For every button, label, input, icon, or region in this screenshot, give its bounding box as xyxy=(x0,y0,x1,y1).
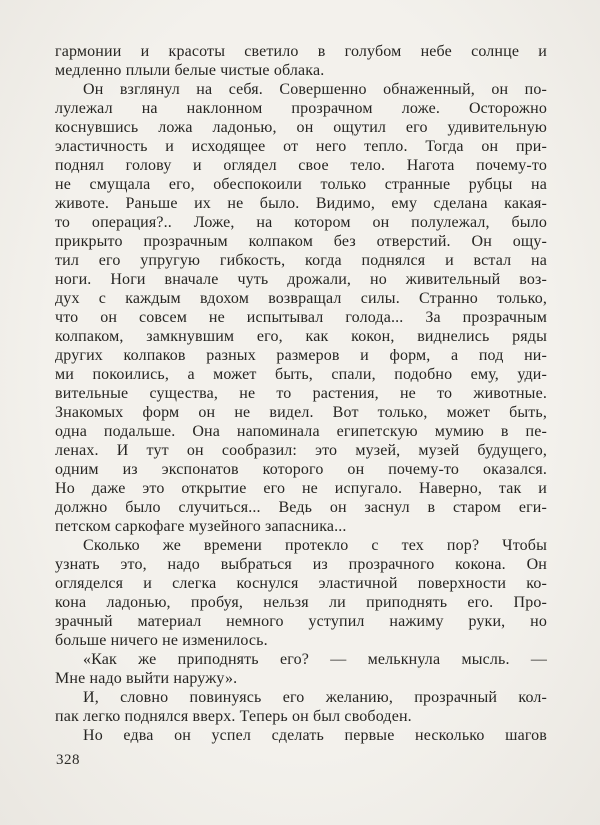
text-line: тил его упругую гибкость, когда поднялся и встал на xyxy=(55,252,547,269)
text-line: пак легко поднялся вверх. Теперь он был свободен. xyxy=(55,708,412,725)
text-line: ноги. Ноги вначале чуть дрожали, но живительный воз- xyxy=(55,271,547,288)
text-block xyxy=(55,42,547,745)
paragraph xyxy=(55,726,547,745)
text-line: вительные существа, не то растения, не то животные. xyxy=(55,385,547,402)
text-line: петском саркофаге музейного запасника... xyxy=(55,518,347,535)
text-line: узнать это, надо выбраться из прозрачного кокона. Он xyxy=(55,556,547,573)
text-line: ми покоились, а может быть, спали, подобно ему, уди- xyxy=(55,366,547,383)
paragraph xyxy=(55,536,547,650)
text-line: зрачный материал немного уступил нажиму руки, но xyxy=(55,613,547,630)
text-line: ленах. И тут он сообразил: это музей, музей будущего, xyxy=(55,442,547,459)
text-line: «Как же приподнять его? — мелькнула мысль. — xyxy=(83,651,547,668)
text-line: лулежал на наклонном прозрачном ложе. Осторожно xyxy=(55,100,547,117)
text-line: Но даже это открытие его не испугало. Наверно, так и xyxy=(55,480,547,497)
text-line: И, словно повинуясь его желанию, прозрачный кол- xyxy=(83,689,547,706)
text-line: одна подальше. Она напоминала египетскую мумию в пе- xyxy=(55,423,547,440)
text-line: Знакомых форм он не видел. Вот только, может быть, xyxy=(55,404,547,421)
text-line: животе. Раньше их не было. Видимо, ему сделана какая- xyxy=(55,195,547,212)
paragraph xyxy=(55,650,547,688)
text-line: гармонии и красоты светило в голубом небе солнце и xyxy=(55,43,547,60)
text-line: медленно плыли белые чистые облака. xyxy=(55,62,325,79)
text-line: Он взглянул на себя. Совершенно обнаженный, он по- xyxy=(83,81,547,98)
text-line: огляделся и слегка коснулся эластичной поверхности ко- xyxy=(55,575,547,592)
text-line: не смущала его, обеспокоили только странные рубцы на xyxy=(55,176,547,193)
text-line: Сколько же времени протекло с тех пор? Чтобы xyxy=(83,537,547,554)
paragraph xyxy=(55,688,547,726)
paragraph xyxy=(55,42,547,80)
text-line: эластичность и исходящее от него тепло. Тогда он при- xyxy=(55,138,547,155)
text-line: Но едва он успел сделать первые несколько шагов xyxy=(83,727,547,744)
paragraph xyxy=(55,80,547,536)
text-line: других колпаков разных размеров и форм, а под ни- xyxy=(55,347,547,364)
text-line: должно было случиться... Ведь он заснул в старом еги- xyxy=(55,499,547,516)
page-number: 328 xyxy=(56,752,80,768)
text-line: Мне надо выйти наружу». xyxy=(55,670,238,687)
text-line: коснувшись ложа ладонью, он ощутил его удивительную xyxy=(55,119,547,136)
text-line: то операция?.. Ложе, на котором он полулежал, было xyxy=(55,214,547,231)
text-line: дух с каждым вдохом возвращал силы. Странно только, xyxy=(55,290,547,307)
text-line: одним из экспонатов которого он почему-то оказался. xyxy=(55,461,547,478)
text-line: прикрыто прозрачным колпаком без отверстий. Он ощу- xyxy=(55,233,547,250)
text-line: поднял голову и оглядел свое тело. Нагота почему-то xyxy=(55,157,547,174)
text-line: колпаком, замкнувшим его, как кокон, виднелись ряды xyxy=(55,328,547,345)
text-line: кона ладонью, пробуя, нельзя ли приподнять его. Про- xyxy=(55,594,547,611)
text-line: что он совсем не испытывал голода... За прозрачным xyxy=(55,309,547,326)
text-line: больше ничего не изменилось. xyxy=(55,632,268,649)
